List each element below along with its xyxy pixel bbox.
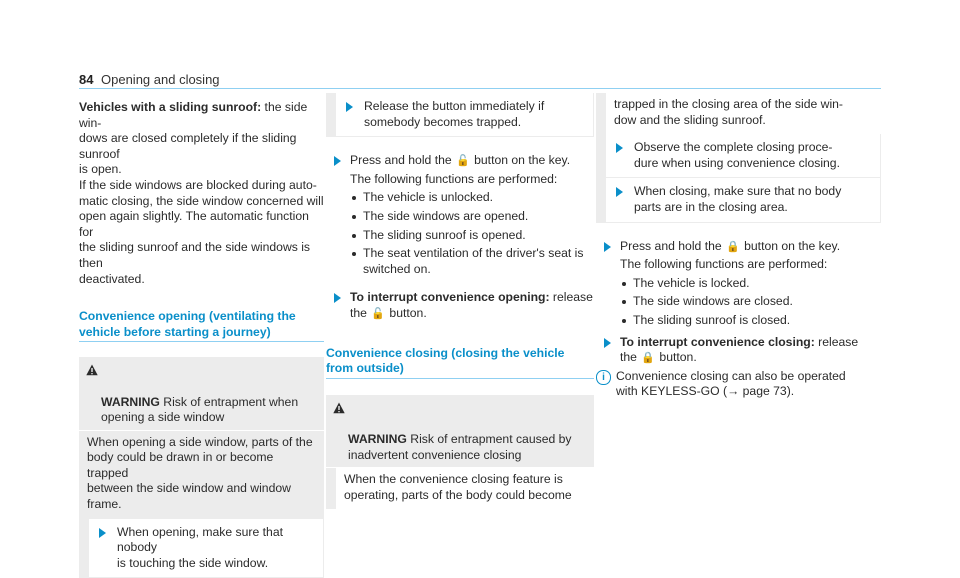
page-number: 84 bbox=[79, 72, 94, 87]
step-arrow-icon bbox=[346, 102, 353, 112]
step-arrow-icon bbox=[616, 187, 623, 197]
release-step-text: Release the button immediately if somebody becomes trapped. bbox=[364, 99, 545, 129]
step-text: the bbox=[620, 350, 641, 365]
column-3 bbox=[596, 93, 881, 400]
step-text: button on the key. bbox=[740, 238, 841, 253]
step-text: Press and hold the bbox=[350, 153, 456, 168]
interrupt-text-2 bbox=[620, 350, 881, 366]
blocked-paragraph: If the side windows are blocked during auto- matic closing, the side window concerned will open again slightly. The automatic function for the sliding sunroof and the side windows is then deactivated. bbox=[79, 177, 324, 286]
list-item: The side windows are opened. bbox=[350, 209, 594, 225]
info-note bbox=[596, 369, 881, 400]
warning-label: WARNING bbox=[348, 431, 407, 446]
press-hold-text bbox=[350, 153, 594, 169]
interrupt-opening-step bbox=[326, 290, 594, 321]
observe-step bbox=[596, 134, 881, 178]
column-2 bbox=[326, 93, 594, 509]
interrupt-closing-step bbox=[596, 335, 881, 366]
unlock-icon: 🔓 bbox=[456, 154, 470, 168]
warning-title: Risk of entrapment caused by inadvertent convenience closing bbox=[348, 431, 572, 462]
unlock-icon: 🔓 bbox=[371, 306, 386, 320]
step-text: button. bbox=[656, 350, 697, 365]
interrupt-bold: To interrupt convenience closing: bbox=[620, 334, 815, 349]
convenience-closing-heading: Convenience closing (closing the vehicle from outside) bbox=[326, 346, 594, 379]
functions-list bbox=[620, 276, 881, 329]
step-arrow-icon bbox=[334, 293, 341, 303]
page-header bbox=[79, 70, 881, 89]
info-text: Convenience closing can also be operated with KEYLESS-GO (→ page 73). bbox=[616, 368, 846, 399]
press-hold-lock-step bbox=[596, 239, 881, 329]
warning-title: Risk of entrapment when opening a side window bbox=[101, 394, 299, 425]
warning-step-text: When opening, make sure that nobody is touching the side window. bbox=[117, 524, 283, 570]
list-item: The sliding sunroof is opened. bbox=[350, 228, 594, 244]
warning-box bbox=[79, 357, 324, 578]
intro-bold: Vehicles with a sliding sunroof: bbox=[79, 100, 262, 114]
convenience-opening-heading: Convenience opening (ventilating the vehicle before starting a journey) bbox=[79, 309, 324, 342]
list-item: The side windows are closed. bbox=[620, 294, 881, 310]
interrupt-bold: To interrupt convenience opening: bbox=[350, 290, 550, 305]
press-hold-text bbox=[620, 239, 881, 255]
list-item: The sliding sunroof is closed. bbox=[620, 313, 881, 329]
intro-paragraph bbox=[79, 100, 324, 178]
list-item: The seat ventilation of the driver's seat is switched on. bbox=[350, 246, 594, 277]
warning-box bbox=[326, 395, 594, 510]
step-text: button on the key. bbox=[470, 153, 571, 168]
section-title: Opening and closing bbox=[101, 72, 220, 87]
functions-intro: The following functions are performed: bbox=[620, 257, 828, 272]
lock-icon: 🔒 bbox=[726, 239, 740, 253]
step-text: button. bbox=[386, 305, 427, 320]
warning-body: When the convenience closing feature is operating, parts of the body could become bbox=[326, 468, 594, 509]
column-1 bbox=[79, 100, 324, 578]
step-arrow-icon bbox=[604, 338, 611, 348]
press-hold-step bbox=[326, 153, 594, 277]
release-step bbox=[326, 93, 594, 137]
step-text: release bbox=[549, 290, 593, 305]
interrupt-text-2 bbox=[350, 306, 594, 322]
warning-label: WARNING bbox=[101, 394, 160, 409]
lock-icon: 🔒 bbox=[641, 351, 656, 365]
step-arrow-icon bbox=[604, 242, 611, 252]
list-item: The vehicle is unlocked. bbox=[350, 190, 594, 206]
no-body-parts-step bbox=[596, 178, 881, 222]
interrupt-text bbox=[620, 335, 881, 351]
warning-header bbox=[326, 395, 594, 468]
list-item: The vehicle is locked. bbox=[620, 276, 881, 292]
warning-body: When opening a side window, parts of the body could be drawn in or become trapped between the side window and window frame. bbox=[87, 434, 313, 512]
interrupt-text bbox=[350, 290, 594, 306]
functions-list bbox=[350, 190, 594, 277]
intro-text: the side win- dows are closed completely if the sliding sunroof is open. bbox=[79, 100, 308, 177]
step-text: Press and hold the bbox=[620, 238, 726, 253]
step-arrow-icon bbox=[334, 156, 341, 166]
step-arrow-icon bbox=[616, 143, 623, 153]
step-text: release bbox=[814, 334, 859, 349]
step-text: the bbox=[350, 305, 371, 320]
functions-intro: The following functions are performed: bbox=[350, 171, 558, 186]
info-icon: i bbox=[596, 370, 611, 385]
warning-header bbox=[79, 357, 324, 430]
warning-triangle-icon bbox=[333, 402, 345, 414]
no-body-parts-text: When closing, make sure that no body parts are in the closing area. bbox=[634, 184, 842, 214]
observe-step-text: Observe the complete closing proce- dure when using convenience closing. bbox=[634, 140, 840, 170]
warning-triangle-icon bbox=[86, 364, 98, 376]
warning-step bbox=[79, 519, 324, 578]
warning-body-continued: trapped in the closing area of the side win- dow and the sliding sunroof. bbox=[596, 93, 881, 134]
